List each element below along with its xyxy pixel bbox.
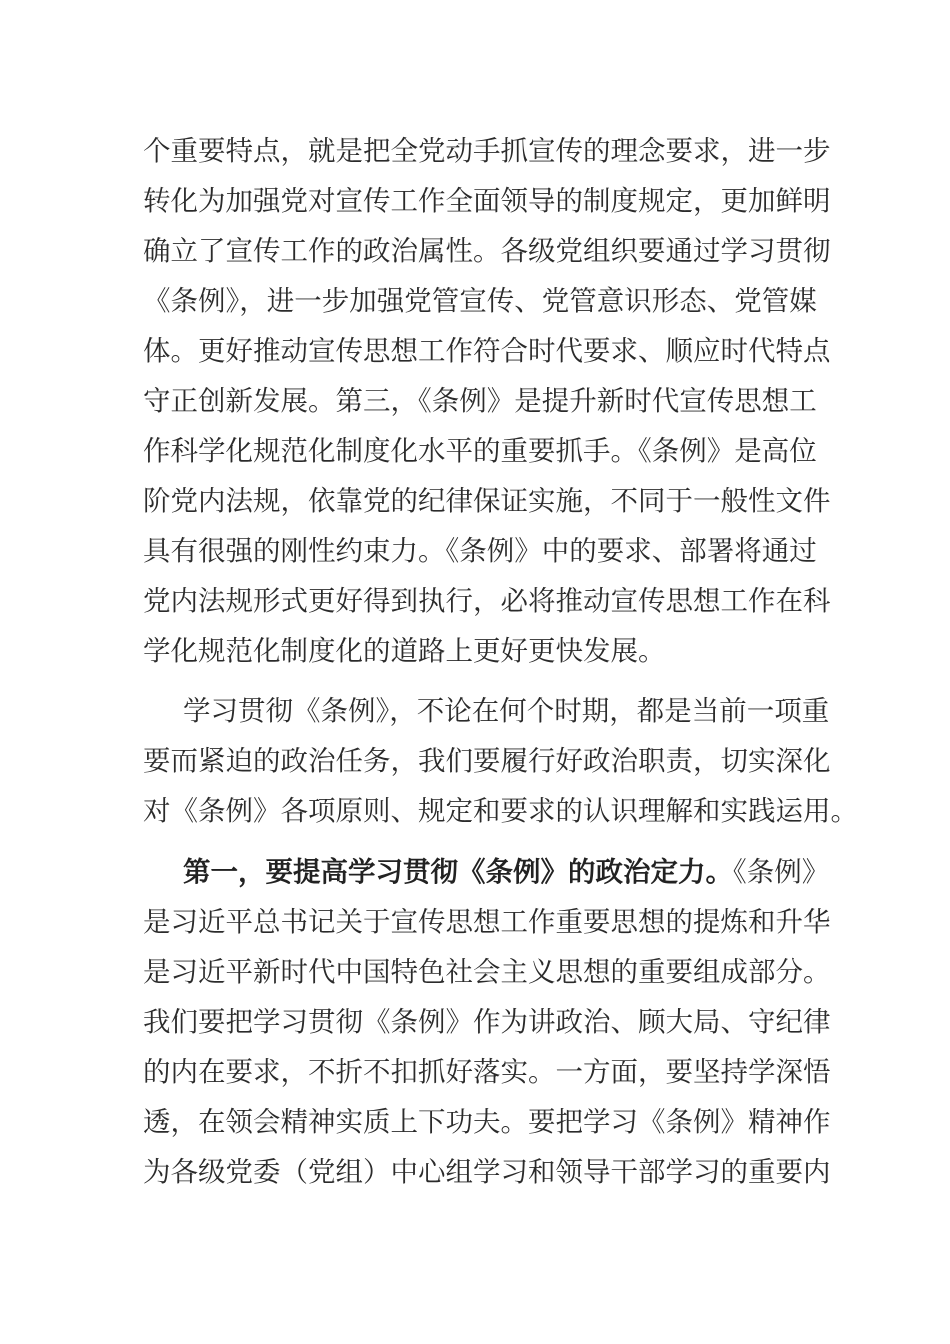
text-line: 转化为加强党对宣传工作全面领导的制度规定，更加鲜明 (143, 185, 831, 217)
text-line (183, 847, 829, 897)
text-line: 为各级党委（党组）中心组学习和领导干部学习的重要内 (143, 1156, 831, 1188)
text-line: 的内在要求，不折不扣抓好落实。一方面，要坚持学深悟 (143, 1056, 831, 1088)
text-span: 《条例》 (733, 856, 830, 888)
text-line: 对《条例》各项原则、规定和要求的认识理解和实践运用。 (143, 795, 858, 827)
text-line: 党内法规形式更好得到执行，必将推动宣传思想工作在科 (143, 585, 831, 617)
text-line: 个重要特点，就是把全党动手抓宣传的理念要求，进一步 (143, 135, 831, 167)
text-line: 是习近平新时代中国特色社会主义思想的重要组成部分。 (143, 956, 831, 988)
text-line: 阶党内法规，依靠党的纪律保证实施，不同于一般性文件 (143, 485, 831, 517)
text-line: 要而紧迫的政治任务，我们要履行好政治职责，切实深化 (143, 745, 831, 777)
text-line: 确立了宣传工作的政治属性。各级党组织要通过学习贯彻 (143, 235, 831, 267)
text-line: 透，在领会精神实质上下功夫。要把学习《条例》精神作 (143, 1106, 831, 1138)
text-line: 具有很强的刚性约束力。《条例》中的要求、部署将通过 (143, 535, 817, 567)
text-line: 学习贯彻《条例》，不论在何个时期，都是当前一项重 (183, 695, 830, 727)
text-line: 学化规范化制度化的道路上更好更快发展。 (143, 635, 666, 667)
text-line: 守正创新发展。第三，《条例》是提升新时代宣传思想工 (143, 385, 817, 417)
text-line: 是习近平总书记关于宣传思想工作重要思想的提炼和升华 (143, 906, 831, 938)
text-line: 我们要把学习贯彻《条例》作为讲政治、顾大局、守纪律 (143, 1006, 831, 1038)
text-line: 体。更好推动宣传思想工作符合时代要求、顺应时代特点 (143, 335, 831, 367)
bold-heading: 第一，要提高学习贯彻《条例》的政治定力。 (183, 856, 733, 888)
text-line: 作科学化规范化制度化水平的重要抓手。《条例》是高位 (143, 435, 817, 467)
text-line: 《条例》，进一步加强党管宣传、党管意识形态、党管媒 (143, 285, 817, 317)
